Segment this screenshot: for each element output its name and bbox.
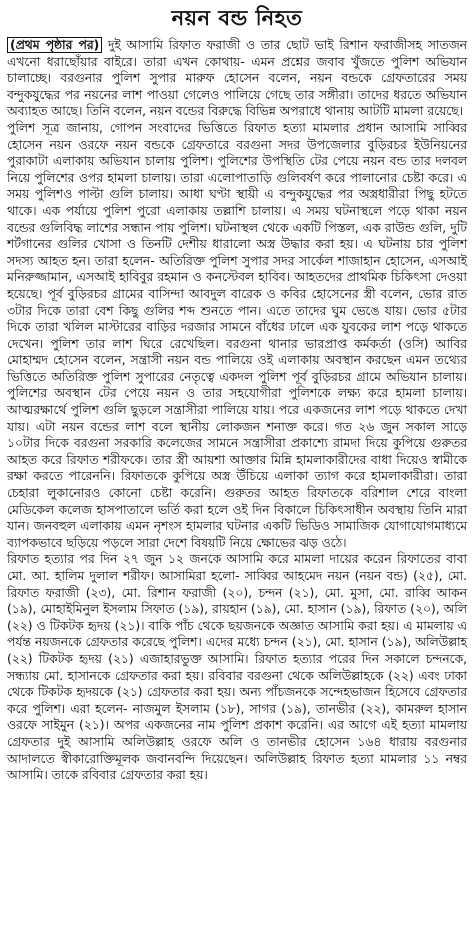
paragraph-3: রিফাত হত্যার পর দিন ২৭ জুন ১২ জনকে আসামি করে মামলা দায়ের করেন রিফাতের বাবা মো. আ. হালিম দুলাল শরীফ। আসামিরা হলো- সাব্বির আহমেদ নয়ন (নয়ন বন্ড) (২৫), মো. রিফাত ফরাজী (২৩), মো. রিশান ফরাজী (২০), চন্দন (২১), মো. মুসা, মো. রাব্বি আকন (১৯), মোহাইমিনুল ইসলাম সিফাত (১৯), রায়হান (১৯), মো. হাসান (১৯), রিফাত (২০), অলি (২২) ও টিকটক হৃদয় (২১)। বাকি পাঁচ থেকে ছয়জনকে অজ্ঞাত আসামি করা হয়। এ মামলায় এ পর্যন্ত নয়জনকে গ্রেফতার করেছে পুলিশ। এদের মধ্যে চন্দন (২১), মো. হাসান (১৯), অলিউল্লাহ (২২) টিকটক হৃদয় (২১) এজাহারভুক্ত আসামি। রিফাত হত্যার পরের দিন সকালে চন্দনকে, সন্ধ্যায় মো. হাসানকে গ্রেফতার করা হয়। রবিবার বরগুনা থেকে অলিউল্লাহকে (২২) এবং ঢাকা থেকে টিকটক হৃদয়কে (২১) গ্রেফতার করা হয়। অন্য পাঁচজনকে সন্দেহভাজন হিসেবে গ্রেফতার করে পুলিশ। এরা হলেন- নাজমুল ইসলাম (১৮), সাগর (১৯), তানভীর (২২), কামরুল হাসান ওরফে সাইমুন (২১)। অপর একজনের নাম পুলিশ প্রকাশ করেনি। এর আগে এই হত্যা মামলায় গ্রেফতার দুই আসামি অলিউল্লাহ ওরফে অলি ও তানভীর হোসেন ১৬৪ ধারায় বরগুনার আদালতে স্বীকারোক্তিমূলক জবানবন্দি দিয়েছেন। অলিউল্লাহ রিফাত হত্যা মামলার ১১ নম্বর আসামি। তাকে রবিবার গ্রেফতার করা হয়। bbox=[7, 552, 468, 783]
paragraph-1 bbox=[7, 37, 467, 120]
continued-marker: (প্রথম পৃষ্ঠার পর) bbox=[7, 37, 102, 53]
paragraph-1-text: দুই আসামি রিফাত ফরাজী ও তার ছোট ভাই রিশান ফরাজীসহ সাতজন এখনো ধরাছোঁয়ার বাইরে। তারা এখন কোথায়- এমন প্রশ্নের জবাব খুঁজতে পুলিশ অভিযান চালাচ্ছে। বরগুনার পুলিশ সুপার মারুফ হোসেন বলেন, নয়ন বন্ডকে গ্রেফতারের সময় বন্দুকযুদ্ধের পর নয়নের লাশ পাওয়া গেলেও পালিয়ে গেছে তার সঙ্গীরা। তাদের ধরতে অভিযান অব্যাহত আছে। তিনি বলেন, নয়ন বন্ডের বিরুদ্ধে বিভিন্ন অপরাধে থানায় আটটি মামলা রয়েছে। bbox=[7, 38, 467, 119]
article-body bbox=[7, 37, 467, 784]
headline: নয়ন বন্ড নিহত bbox=[171, 6, 303, 30]
paragraph-2: পুলিশ সূত্র জানায়, গোপন সংবাদের ভিত্তিতে রিফাত হত্যা মামলার প্রধান আসামি সাব্বির হোসেন নয়ন ওরফে নয়ন বন্ডকে গ্রেফতারে বরগুনা সদর উপজেলার বুড়িরচর ইউনিয়নের পুরাকাটা এলাকায় অভিযান চালায় পুলিশ। পুলিশের উপস্থিতি টের পেয়ে নয়ন বন্ড তার দলবল নিয়ে পুলিশের ওপর হামলা চালায়। তারা এলোপাতাড়ি গুলিবর্ষণ করে পালানোর চেষ্টা করে। এ সময় পুলিশও পাল্টা গুলি চালায়। আধা ঘণ্টা স্থায়ী এ বন্দুকযুদ্ধের পর অস্ত্রধারীরা পিছু হটতে থাকে। এক পর্যায়ে পুলিশ পুরো এলাকায় তল্লাশি চালায়। এ সময় ঘটনাস্থলে পড়ে থাকা নয়ন বন্ডের গুলিবিদ্ধ লাশের সন্ধান পায় পুলিশ। ঘটনাস্থল থেকে একটি পিস্তল, এক রাউন্ড গুলি, দুটি শর্টগানের গুলির খোসা ও তিনটি দেশীয় ধারালো অস্ত্র উদ্ধার করা হয়। এ ঘটনায় চার পুলিশ সদস্য আহত হন। তারা হলেন- অতিরিক্ত পুলিশ সুপার সদর সার্কেল শাজাহান হোসেন, এসআই মনিরুজ্জামান, এসআই হাবিবুর রহমান ও কনস্টেবল হাবিব। আহতদের প্রাথমিক চিকিৎসা দেওয়া হয়েছে। পূর্ব বুড়িরচর গ্রামের বাসিন্দা আবদুল বারেক ও কবির হোসেনের স্ত্রী বলেন, ভোর রাত ৩টার দিকে তারা বেশ কিছু গুলির শব্দ শুনতে পান। এতে তাদের ঘুম ভেঙে যায়। ভোর ৫টার দিকে তারা খলিল মাস্টারের বাড়ির দরজার সামনে বাঁধের ঢালে এক যুবকের লাশ পড়ে থাকতে দেখেন। পুলিশ তার লাশ ঘিরে রেখেছিল। বরগুনা থানার ভারপ্রাপ্ত কর্মকর্তা (ওসি) আবির মোহাম্মদ হোসেন বলেন, সন্ত্রাসী নয়ন বন্ড পালিয়ে ওই এলাকায় অবস্থান করছেন এমন তথ্যের ভিত্তিতে অতিরিক্ত পুলিশ সুপারের নেতৃত্বে একদল পুলিশ পূর্ব বুড়িরচর গ্রামে অভিযান চালায়। পুলিশের অবস্থান টের পেয়ে নয়ন ও তার সহযোগীরা পুলিশকে লক্ষ্য করে হামলা চালায়। আত্মরক্ষার্থে পুলিশ গুলি ছুড়লে সন্ত্রাসীরা পালিয়ে যায়। পরে একজনের লাশ পড়ে থাকতে দেখা যায়। এটা নয়ন বন্ডের লাশ বলে স্থানীয় লোকজন শনাক্ত করে। গত ২৬ জুন সকাল সাড়ে ১০টার দিকে বরগুনা সরকারি কলেজের সামনে সন্ত্রাসীরা প্রকাশ্যে রামদা দিয়ে কুপিয়ে গুরুতর আহত করে রিফাত শরীফকে। তার স্ত্রী আয়শা আক্তার মিন্নি হামলাকারীদের বাধা দিয়েও স্বামীকে রক্ষা করতে পারেননি। রিফাতকে কুপিয়ে অস্ত্র উঁচিয়ে এলাকা ত্যাগ করে হামলাকারীরা। তারা চেহারা লুকানোরও কোনো চেষ্টা করেনি। গুরুতর আহত রিফাতকে বরিশাল শেরে বাংলা মেডিকেল কলেজ হাসপাতালে ভর্তি করা হলে ওই দিন বিকালে চিকিৎসাধীন অবস্থায় তিনি মারা যান। জনবহুল এলাকায় এমন নৃশংস হামলার ঘটনার একটি ভিডিও সামাজিক যোগাযোগমাধ্যমে ব্যাপকভাবে ছড়িয়ে পড়লে সারা দেশে বিষয়টি নিয়ে ক্ষোভের ঝড় ওঠে। bbox=[7, 120, 467, 550]
